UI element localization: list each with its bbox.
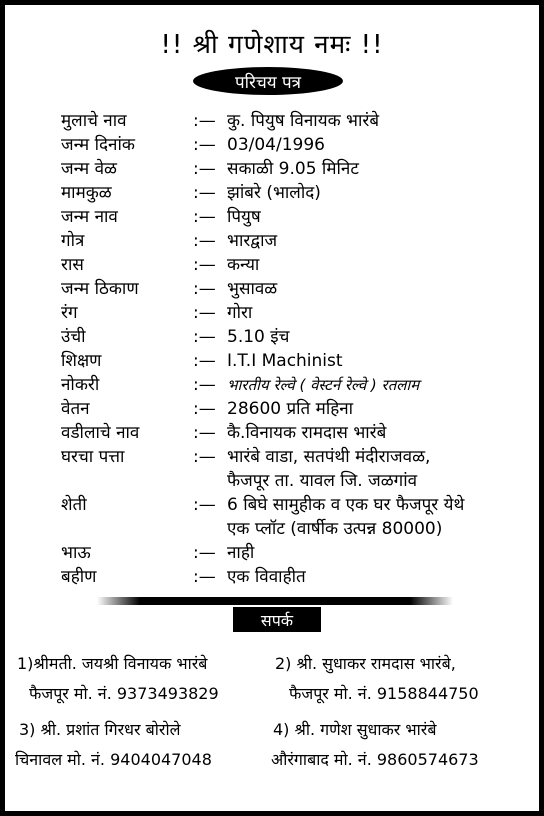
- detail-separator: :—: [193, 399, 216, 419]
- detail-value: 28600 प्रति महिना: [227, 399, 354, 419]
- section-title-badge: [193, 67, 343, 95]
- detail-label: भाऊ: [61, 543, 91, 563]
- detail-label: रास: [61, 255, 84, 275]
- contact-2: [275, 649, 479, 709]
- contact-title: सपर्क: [260, 610, 294, 630]
- detail-value: नाही: [227, 543, 255, 563]
- detail-row-birth-time: [61, 157, 541, 181]
- detail-separator: :—: [193, 231, 216, 251]
- section-title: परिचय पत्र: [234, 72, 302, 93]
- detail-value: भारद्वाज: [227, 231, 278, 251]
- detail-row-gotra: [61, 229, 541, 253]
- detail-row-job: [61, 373, 541, 397]
- contact-1: [17, 649, 219, 709]
- detail-label: गोत्र: [61, 231, 85, 251]
- detail-separator: :—: [193, 351, 216, 371]
- detail-row-maternal-family: [61, 181, 541, 205]
- detail-value: कै.विनायक रामदास भारंबे: [227, 423, 387, 443]
- detail-separator: :—: [193, 567, 216, 587]
- detail-value: [227, 445, 541, 493]
- detail-label: शिक्षण: [61, 351, 102, 371]
- detail-separator: :—: [193, 183, 216, 203]
- detail-value: भुसावळ: [227, 279, 278, 299]
- detail-value: कु. पियुष विनायक भारंबे: [227, 111, 380, 131]
- detail-value: पियुष: [227, 207, 261, 227]
- detail-separator: :—: [193, 447, 216, 467]
- detail-separator: :—: [193, 111, 216, 131]
- detail-row-complexion: [61, 301, 541, 325]
- detail-separator: :—: [193, 543, 216, 563]
- contact-phone: फैजपूर मो. नं. 9158844750: [289, 684, 479, 703]
- contact-name: 2) श्री. सुधाकर रामदास भारंबे,: [275, 654, 456, 673]
- contact-4: [271, 715, 479, 775]
- detail-value: गोरा: [227, 303, 253, 323]
- detail-value: एक विवाहीत: [227, 567, 306, 587]
- detail-row-name: [61, 109, 541, 133]
- detail-row-birth-place: [61, 277, 541, 301]
- detail-row-address: [61, 445, 541, 493]
- detail-row-education: [61, 349, 541, 373]
- detail-row-salary: [61, 397, 541, 421]
- detail-separator: :—: [193, 375, 216, 395]
- detail-label: वडीलाचे नाव: [61, 423, 140, 443]
- detail-label: जन्म दिनांक: [61, 135, 135, 155]
- address-line-1: भारंबे वाडा, सतपंथी मंदीराजवळ,: [227, 447, 431, 467]
- detail-label: जन्म नाव: [61, 207, 118, 227]
- detail-row-rashi: [61, 253, 541, 277]
- detail-row-brother: [61, 541, 541, 565]
- detail-row-farm: [61, 493, 541, 541]
- contact-phone: चिनावल मो. नं. 9404047048: [15, 750, 212, 769]
- divider-bar: [97, 597, 453, 605]
- detail-value: कन्या: [227, 255, 260, 275]
- detail-value: I.T.I Machinist: [227, 351, 343, 371]
- detail-row-sister: [61, 565, 541, 589]
- detail-separator: :—: [193, 303, 216, 323]
- detail-separator: :—: [193, 279, 216, 299]
- contact-name: 3) श्री. प्रशांत गिरधर बोरोले: [19, 720, 181, 739]
- contact-name: 1)श्रीमती. जयश्री विनायक भारंबे: [17, 654, 208, 673]
- contact-phone: औरंगाबाद मो. नं. 9860574673: [271, 750, 479, 769]
- address-line-2: फैजपूर ता. यावल जि. जळगांव: [227, 471, 418, 491]
- detail-label: वेतन: [61, 399, 90, 419]
- detail-label: जन्म वेळ: [61, 159, 117, 179]
- detail-separator: :—: [193, 495, 216, 515]
- detail-row-birth-name: [61, 205, 541, 229]
- detail-separator: :—: [193, 207, 216, 227]
- detail-separator: :—: [193, 327, 216, 347]
- detail-value: सकाळी 9.05 मिनिट: [227, 159, 359, 179]
- farm-line-2: एक प्लॉट (वार्षीक उत्पन्न 80000): [227, 519, 443, 539]
- details-list: [61, 109, 541, 589]
- farm-line-1: 6 बिघे सामुहीक व एक घर फैजपूर येथे: [227, 495, 465, 515]
- detail-separator: :—: [193, 159, 216, 179]
- detail-row-father-name: [61, 421, 541, 445]
- detail-separator: :—: [193, 255, 216, 275]
- detail-label: शेती: [61, 495, 87, 515]
- detail-row-birth-date: [61, 133, 541, 157]
- detail-separator: :—: [193, 423, 216, 443]
- detail-label: जन्म ठिकाण: [61, 279, 139, 299]
- detail-separator: :—: [193, 135, 216, 155]
- detail-value: 03/04/1996: [227, 135, 325, 155]
- detail-label: उंची: [61, 327, 86, 347]
- detail-label: मामकुळ: [61, 183, 112, 203]
- detail-row-height: [61, 325, 541, 349]
- detail-label: घरचा पत्ता: [61, 447, 125, 467]
- detail-value: [227, 493, 541, 541]
- detail-label: बहीण: [61, 567, 97, 587]
- contact-3: [15, 715, 212, 775]
- detail-value: भारतीय रेल्वे ( वेस्टर्न रेल्वे ) रतलाम: [227, 376, 420, 394]
- invocation-heading: !! श्री गणेशाय नमः !!: [160, 30, 384, 60]
- detail-label: रंग: [61, 303, 78, 323]
- detail-value: 5.10 इंच: [227, 327, 290, 347]
- detail-label: नोकरी: [61, 375, 100, 395]
- contact-name: 4) श्री. गणेश सुधाकर भारंबे: [273, 720, 437, 739]
- detail-value: झांबरे (भालोद): [227, 183, 321, 203]
- detail-label: मुलाचे नाव: [61, 111, 127, 131]
- contact-phone: फैजपूर मो. नं. 9373493829: [29, 684, 219, 703]
- contact-title-badge: [233, 607, 321, 632]
